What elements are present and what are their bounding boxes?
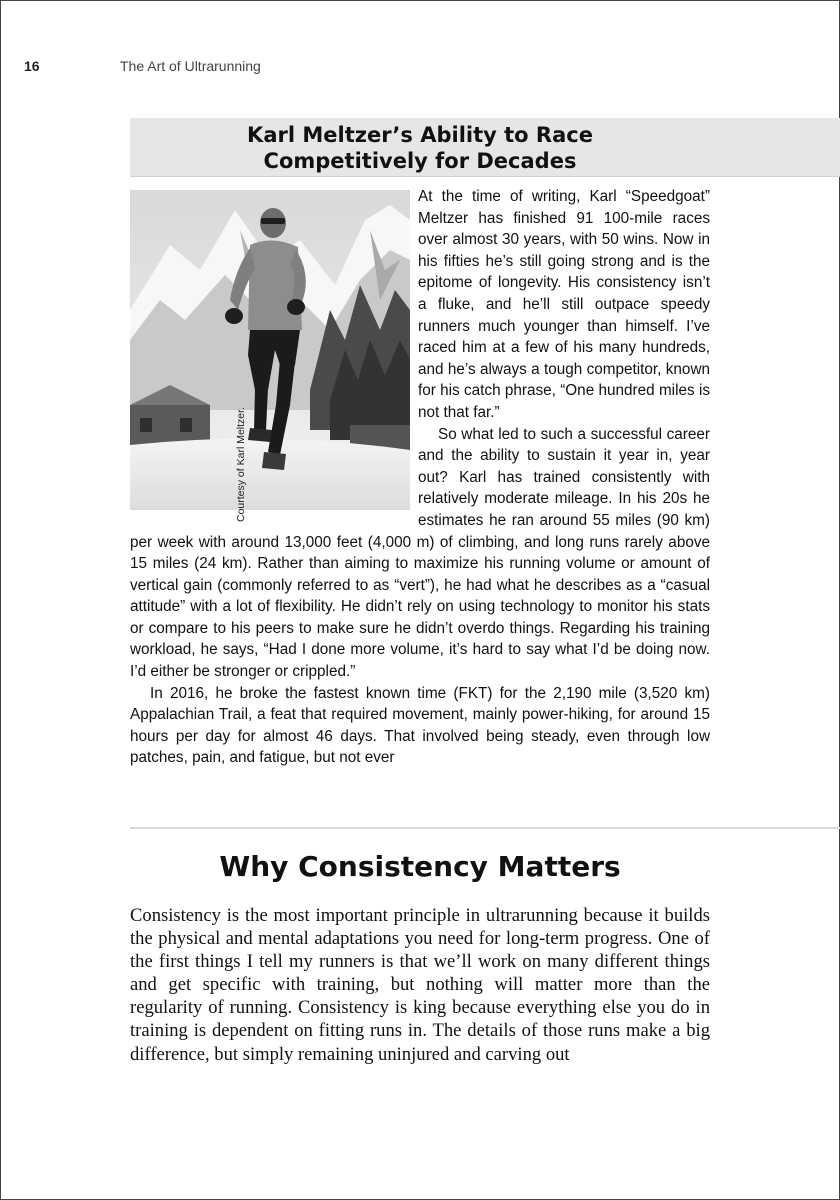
running-head: [24, 58, 261, 74]
sidebar-bottom-rule: [130, 827, 840, 829]
sidebar-paragraph-1: At the time of writing, Karl “Speedgoat” Meltzer has finished 91 100-mile races over almost 30 years, with 50 wins. Now in his fifties he’s still going strong and is the epitome of longevity. His consistency isn’t a fluke, and he’ll still outpace speedy runners much younger than himself. I’ve raced him at a few of his many hundreds, and he’s always a tough competitor, known for his catch phrase, “One hundred miles is not that far.”: [418, 188, 710, 421]
sidebar-title-line-2: Competitively for Decades: [263, 149, 577, 173]
sidebar-title-bar: [130, 118, 840, 177]
photo-credit: Courtesy of Karl Meltzer.: [235, 407, 247, 522]
page-number: 16: [24, 58, 40, 74]
sidebar-box: [130, 118, 840, 830]
sidebar-title: [130, 118, 710, 174]
runner-photo: [130, 190, 410, 510]
section-heading: Why Consistency Matters: [219, 850, 621, 883]
runner-photo-image: [130, 190, 410, 510]
body-paragraph: Consistency is the most important principle in ultrarunning because it builds the physical and mental adaptations you need for long-term progress. One of the first things I tell my runners is that we’ll work on many different things and get specific with training, but nothing will matter more than the regularity of running. Consistency is king because everything else you do in training is dependent on fitting runs in. The details of those runs make a big difference, but simply remaining uninjured and carving out: [130, 905, 710, 1065]
sidebar-paragraph-2: So what led to such a successful career and the ability to sustain it year in, year out? Karl has trained consistently with relatively moderate mileage. In his 20s he estimates he ran around 55 miles (90 km) per week with around 13,000 feet (4,000 m) of climbing, and long runs rarely above 15 miles (24 km). Rather than aiming to maximize his running volume or amount of vertical gain (commonly referred to as “vert”), he had what he describes as a “casual attitude” with a lot of flexibility. He didn’t rely on using technology to monitor his stats or compare to his peers to make sure he didn’t overdo things. Regarding his training workload, he says, “Had I done more volume, it’s hard to say what I’d be doing now. I’d either be stronger or crippled.”: [130, 425, 710, 681]
sidebar-paragraph-3: In 2016, he broke the fastest known time (FKT) for the 2,190 mile (3,520 km) Appalachian Trail, a feat that required movement, mainly power-hiking, for around 15 hours per day for almost 46 days. That involved being steady, even through low patches, pain, and fatigue, but not ever: [130, 684, 710, 767]
book-title: The Art of Ultrarunning: [120, 58, 261, 74]
sidebar-title-line-1: Karl Meltzer’s Ability to Race: [247, 123, 593, 147]
